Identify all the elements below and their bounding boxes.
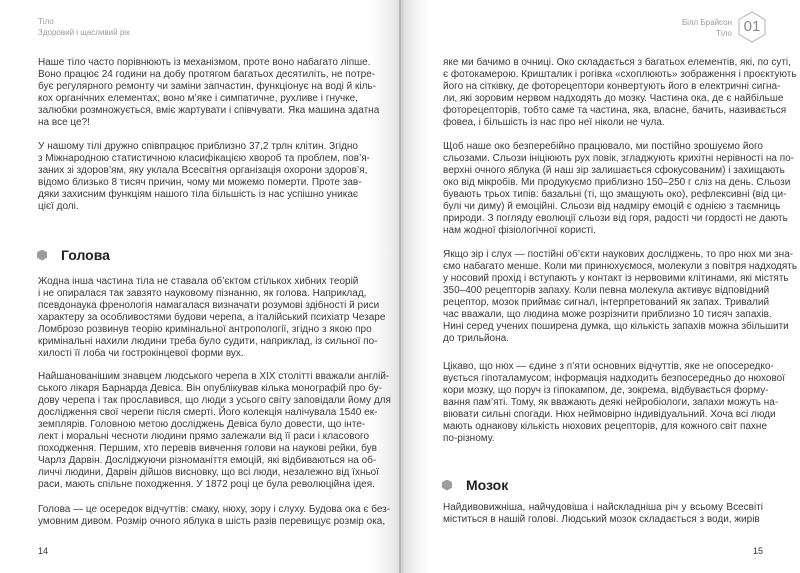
- text-line: є фотокамерою. Кришталик і рогівка «схоплюють» зображення і проєктують: [443, 69, 797, 80]
- text-line: личчі людини, Дарвін дійшов висновку, що всі люди, незалежно від їхньої: [38, 467, 380, 478]
- text-line: характеру за особливостями будови черепа, а італійський психіатр Чезаре: [38, 312, 386, 323]
- hexagon-bullet-icon: [442, 480, 452, 491]
- text-line: Найдивовижніша, найчудовіша і найскладніша річ у всьому Всесвіті: [443, 502, 763, 513]
- right-page: [400, 0, 800, 573]
- text-line: лект і моральні чесноти людини прямо залежали від її раси і класового: [38, 431, 370, 442]
- text-line: фоторецепторів, тобто саме та частина, яка, власне, бачить, називається: [443, 105, 787, 116]
- text-line: нам жодної фізіологічної користі.: [443, 225, 596, 236]
- text-line: цієї долі.: [38, 201, 79, 212]
- text-line: бує регулярного ремонту чи заміни запчастин, функціонує на воді й кіль-: [38, 81, 376, 92]
- text-line: по-різному.: [443, 433, 495, 444]
- text-line: відомо близько 8 тисяч причин, чому ми можемо померти. Проте зав-: [38, 177, 362, 188]
- text-line: його на сітківку, де фоторецептори конвертують його в електричні сигна-: [443, 81, 781, 92]
- text-line: булі чи диму) й емоційні. Сльози від надміру емоцій є однією з таємниць: [443, 201, 781, 212]
- text-line: Жодна інша частина тіла не ставала об’єктом стількох хибних теорій: [38, 276, 359, 287]
- text-line: кримінальні нахили людини треба було судити, наприклад, із сильної по-: [38, 336, 378, 347]
- running-head-subtitle: Здоровий і щасливий рік: [38, 28, 130, 37]
- text-line: міститься в нашій голові. Людський мозок складається з води, жирів: [443, 514, 760, 525]
- text-line: земплярів. Головною метою досліджень Девіса було довести, що інте-: [38, 419, 366, 430]
- text-line: У нашому тілі дружно співпрацює приблизно 37,2 трлн клітин. Згідно: [38, 141, 358, 152]
- text-line: природи. З погляду еволюції сльози від горя, радості чи гордості не дають: [443, 213, 788, 224]
- text-line: око від мікробів. Ми продукуємо приблизно 150–250 г сліз на день. Сльози: [443, 177, 791, 188]
- text-line: псевдонаука френологія намагалася визначати розумові здібності й риси: [38, 300, 380, 311]
- text-line: Чарлз Дарвін. Досліджуючи різноманіття емоцій, які відбиваються на об-: [38, 455, 377, 466]
- text-line: 350–400 рецепторів запаху. Коли певна молекула активує відповідний: [443, 285, 770, 296]
- text-line: і не опиралася так завзято науковому пізнанню, як голова. Наприклад,: [38, 288, 367, 299]
- paragraph: [443, 141, 795, 237]
- text-line: сльозами. Сльози ініціюють рух повік, згладжують крихітні нерівності на по-: [443, 153, 795, 164]
- running-head-title: Тіло: [38, 17, 54, 26]
- book-spine: [399, 0, 401, 573]
- paragraph: [38, 371, 391, 491]
- paragraph: [443, 249, 798, 345]
- running-head-author: Білл Брайсон: [681, 18, 732, 27]
- text-line: Нині серед учених поширена думка, що кількість запахів можна збільшити: [443, 321, 789, 332]
- text-line: ського лікаря Барнарда Девіса. Він опублікував кілька монографій про бу-: [38, 383, 382, 394]
- text-line: Якщо зір і слух — постійні об’єкти наукових досліджень, то про нюх ми зна-: [443, 249, 794, 260]
- paragraph: [443, 502, 763, 526]
- section-heading-mozok: [442, 475, 508, 495]
- chapter-number: 01: [743, 18, 761, 35]
- running-head: [38, 16, 130, 38]
- text-line: умовним дивом. Розмір очного яблука в шість разів перевищує розмір ока,: [38, 516, 386, 527]
- text-line: вання пам’яті. Тому, як вважають деякі нейробіологи, запахи можуть на-: [443, 397, 779, 408]
- text-line: Наше тіло часто порівнюють із механізмом, проте воно набагато ліпше.: [38, 57, 371, 68]
- running-head-title: Тіло: [716, 29, 732, 38]
- text-line: Воно працює 24 години на добу протягом багатьох десятиліть, не потре-: [38, 69, 376, 80]
- text-line: дяки захисним функціям нашого тіла більшість із нас успішно уникає: [38, 189, 358, 200]
- text-line: дову черепа і так прославився, що люди з усього світу заповідали йому для: [38, 395, 391, 406]
- paragraph: [38, 141, 371, 213]
- hexagon-bullet-icon: [37, 250, 47, 261]
- paragraph: [443, 57, 797, 129]
- paragraph: [38, 504, 391, 528]
- text-line: вується гіпоталамусом; інформація надходить безпосередньо до нюхової: [443, 373, 785, 384]
- paragraph: [38, 276, 386, 360]
- text-line: яке ми бачимо в очниці. Око складається з багатьох елементів, які, по суті,: [443, 57, 791, 68]
- text-line: бувають трьох типів: базальні (ті, що змащують око), рефлексивні (від ци-: [443, 189, 787, 200]
- text-line: до трильйона.: [443, 333, 509, 344]
- text-line: раси, мають спільне походження. У 1872 році це була революційна ідея.: [38, 479, 375, 490]
- section-heading-text: Голова: [61, 247, 110, 263]
- text-line: залюбки розмножується, вміє жартувати і співчувати. Яка машина здатна: [38, 105, 380, 116]
- text-line: хилості її лоба чи гострокінцевої форми вух.: [38, 348, 244, 359]
- paragraph: [443, 361, 785, 445]
- chapter-number-badge: [737, 11, 767, 43]
- section-heading-text: Мозок: [466, 477, 509, 493]
- text-line: заних зі здоров’ям, яку уклала Всесвітня організація охорони здоров’я,: [38, 165, 368, 176]
- text-line: рецептор, мозок приймає сигнал, інтерпретований як запах. Тривалий: [443, 297, 770, 308]
- text-line: Найшанованішим знавцем людського черепа в XIX столітті вважали англій-: [38, 371, 390, 382]
- text-line: ли, які зоровим нервом надходять до мозку. Частина ока, де є найбільше: [443, 93, 784, 104]
- text-line: з Міжнародною статистичною класифікацією хвороб та проблем, пов’я-: [38, 153, 371, 164]
- text-line: походження. Першим, хто перевів вивчення голови на наукові рейки, був: [38, 443, 377, 454]
- text-line: віювати сильні спогади. Нюх неймовірно індивідуальний. Хоча всі люди: [443, 409, 776, 420]
- text-line: Ломброзо розвинув теорію кримінальної антропології, згідно з якою про: [38, 324, 372, 335]
- text-line: Цікаво, що нюх — єдине з п’яти основних відчуттів, яке не опосередко-: [443, 361, 774, 372]
- text-line: на все це?!: [38, 117, 90, 128]
- text-line: ємо набагато менше. Коли ми принюхуємося, молекули з повітря надходять: [443, 261, 798, 272]
- page-number: 15: [752, 546, 763, 556]
- text-line: кох органічних елементах; воно м’яке і симпатичне, рухливе і гнучке,: [38, 93, 358, 104]
- text-line: мають однакову кількість нюхових рецепторів, для кожного світ пахне: [443, 421, 767, 432]
- text-line: верхні очного яблука (й наш зір залишається сфокусованим) і захищають: [443, 165, 785, 176]
- text-line: Голова — це осередок відчуттів: смаку, нюху, зору і слуху. Будова ока є без-: [38, 504, 391, 515]
- text-line: фовеа, і більшість із нас про неї ніколи не чула.: [443, 117, 665, 128]
- text-line: кори мозку, що поруч із гіпокампом, де, зокрема, відбувається форму-: [443, 385, 769, 396]
- running-head: [682, 17, 732, 39]
- section-heading-golova: [37, 245, 110, 265]
- page-number: 14: [38, 546, 49, 556]
- text-line: у носовий прохід і вступають у контакт із нервовими клітинами, які містять: [443, 273, 789, 284]
- text-line: дослідження свої черепи після смерті. Його колекція налічувала 1540 ек-: [38, 407, 378, 418]
- text-line: час вважали, що людина може розрізнити приблизно 10 тисяч запахів.: [443, 309, 772, 320]
- text-line: Щоб наше око безперебійно працювало, ми постійно зрошуємо його: [443, 141, 763, 152]
- paragraph: [38, 57, 380, 129]
